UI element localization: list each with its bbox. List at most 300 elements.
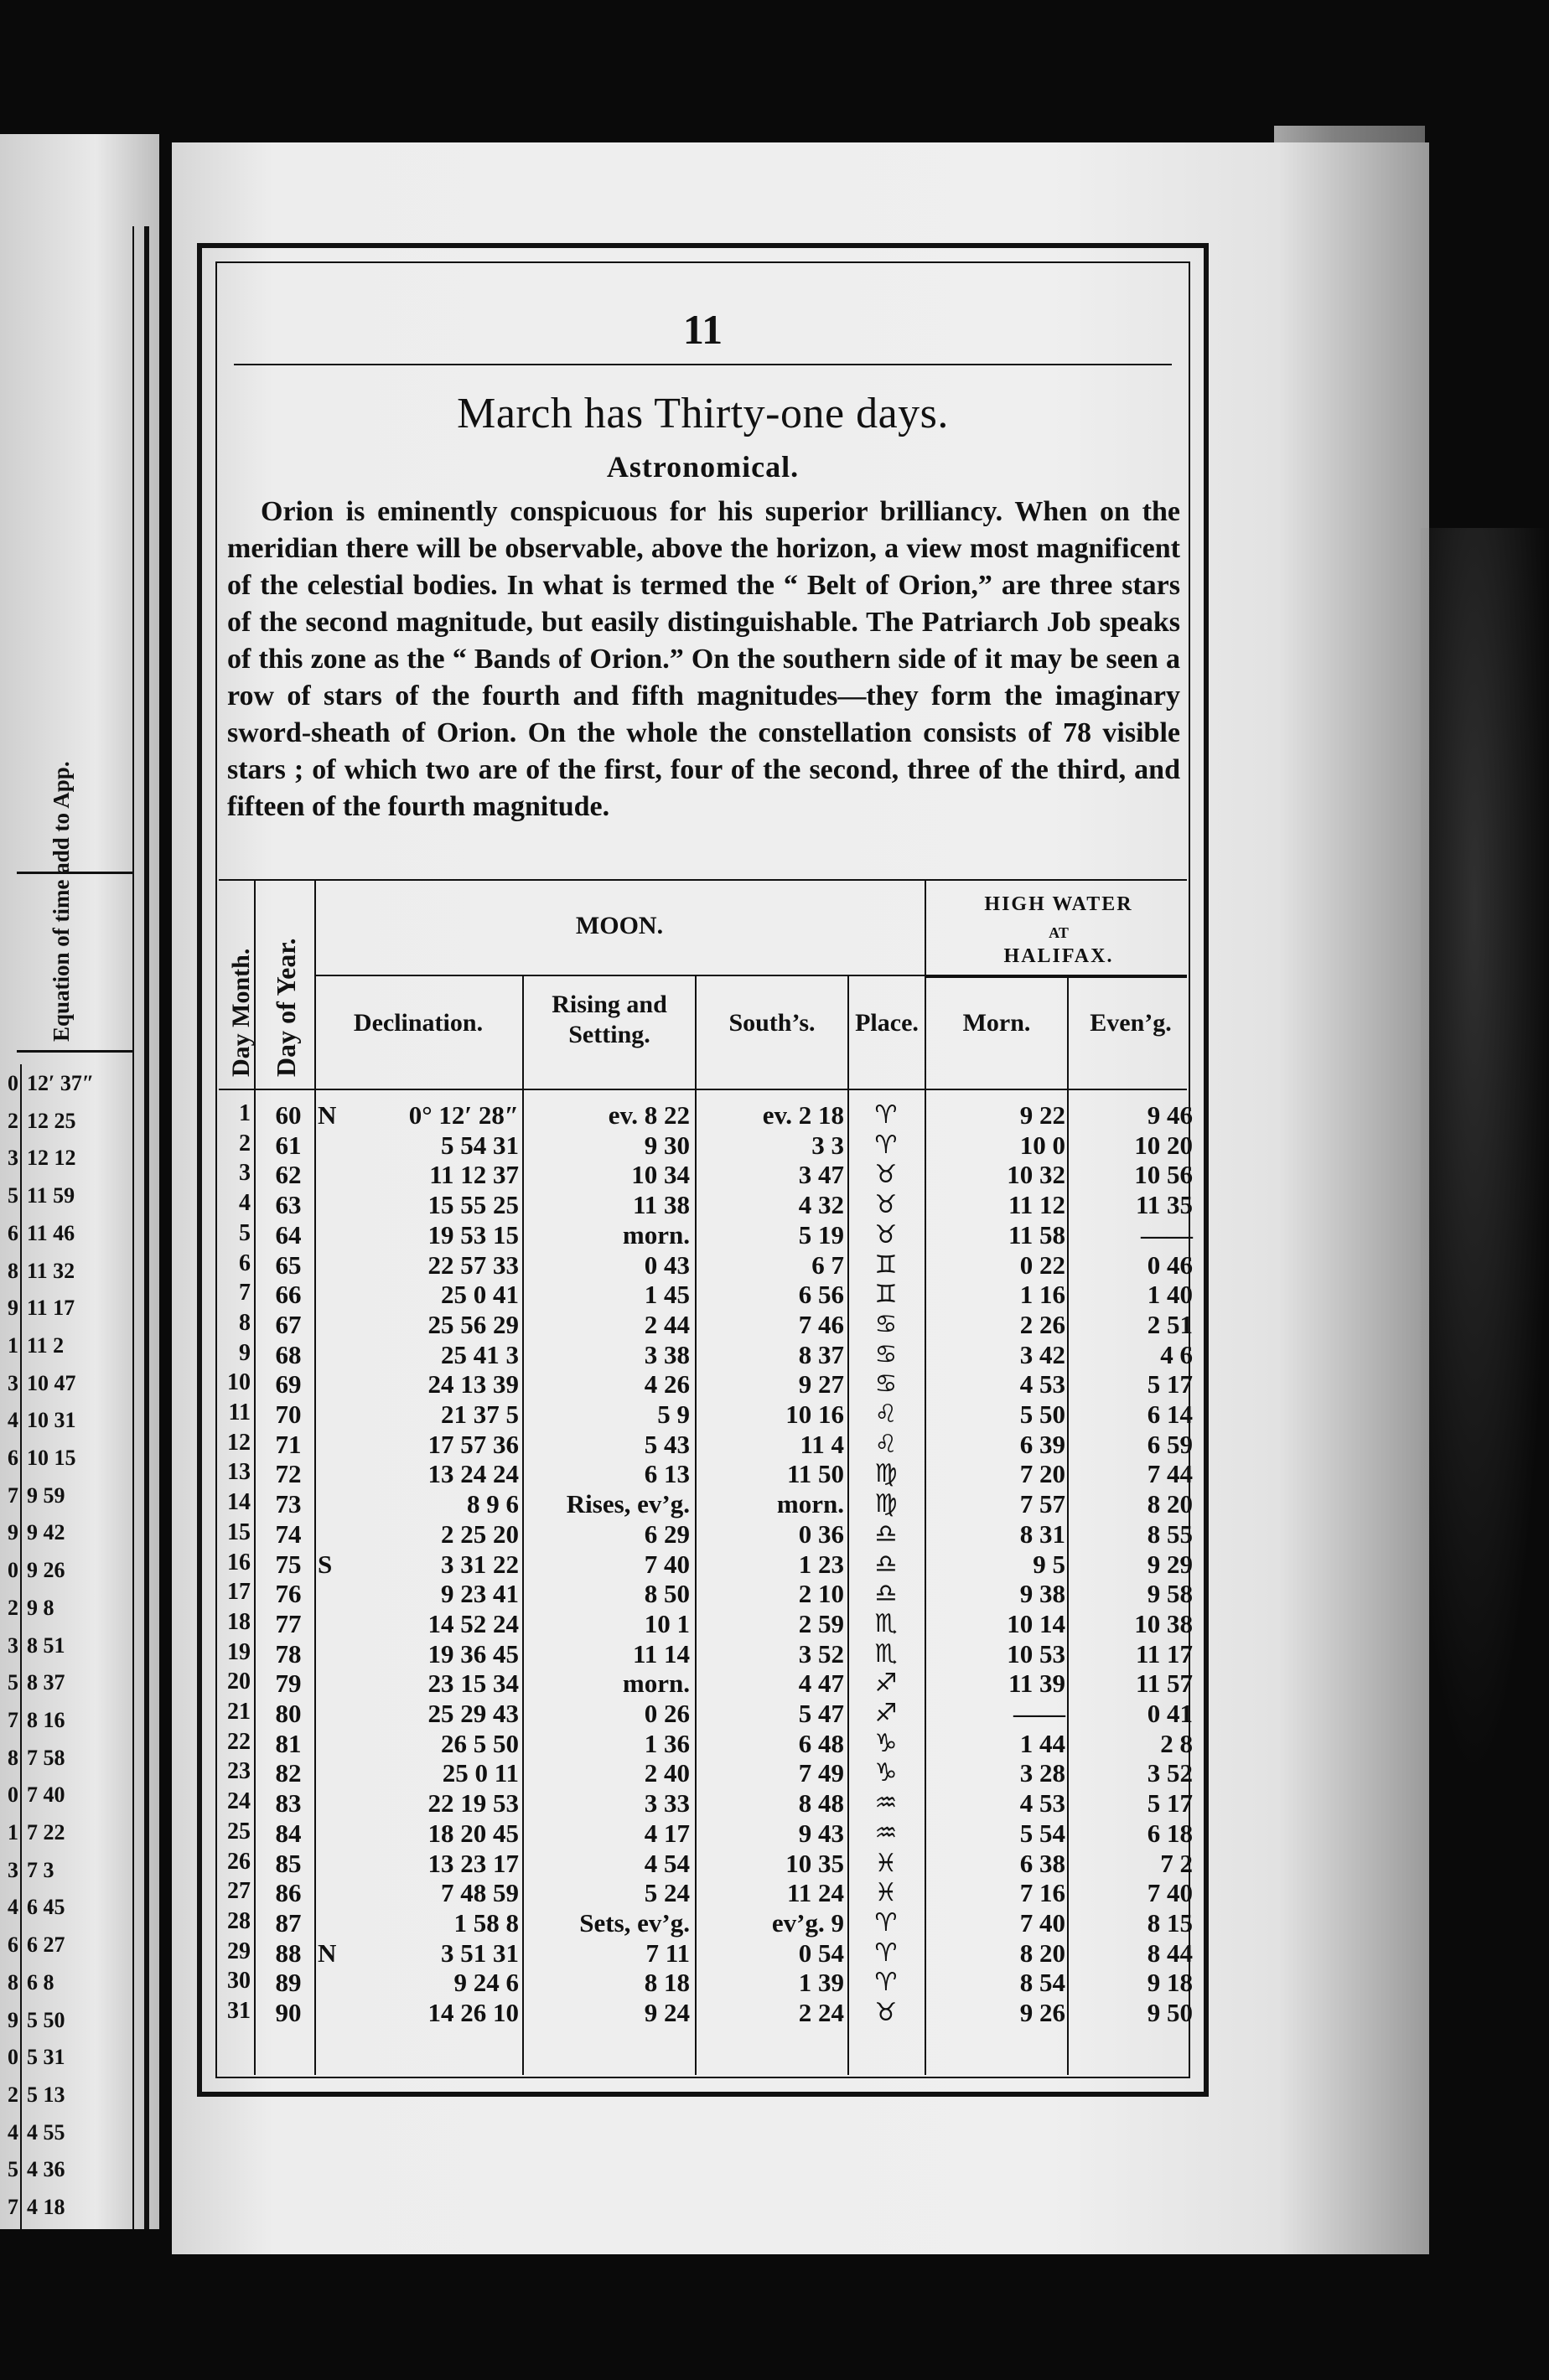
- left-page-row: [0, 1408, 127, 1434]
- table-row: [219, 1429, 1193, 1460]
- left-row-index: 0: [8, 1558, 18, 1583]
- souths-value: 11 4: [800, 1429, 844, 1459]
- declination-value: 19 36 45: [427, 1638, 519, 1669]
- equation-of-time-value: 7 58: [27, 1745, 65, 1770]
- paper-stain: [1421, 528, 1549, 1785]
- moon-place-sign: ♓: [874, 1848, 898, 1878]
- equation-of-time-value: 4 55: [27, 2119, 65, 2145]
- high-water-evening: 9 18: [1147, 1968, 1193, 1998]
- day-of-year: 80: [275, 1699, 302, 1728]
- moon-place-sign: ♉: [874, 1160, 898, 1190]
- rising-setting-value: 9 30: [644, 1130, 690, 1160]
- declination-value: 9 23 41: [441, 1579, 519, 1609]
- day-of-month: 3: [239, 1160, 251, 1187]
- high-water-morning: 5 50: [1019, 1400, 1065, 1429]
- moon-place-sign: ♊: [874, 1250, 898, 1280]
- table-row: [219, 1848, 1193, 1879]
- rising-setting-value: 2 44: [644, 1309, 690, 1339]
- left-page-row: [0, 2195, 127, 2221]
- day-of-month: 18: [227, 1608, 251, 1635]
- high-water-evening: 6 59: [1147, 1429, 1193, 1459]
- high-water-morning: 3 42: [1019, 1339, 1065, 1369]
- left-page-border: [144, 226, 149, 2229]
- moon-table: [219, 879, 1193, 2075]
- equation-of-time-value: 11 46: [27, 1220, 75, 1245]
- high-water-morning: 7 20: [1019, 1459, 1065, 1489]
- page-number: 11: [682, 306, 723, 353]
- left-row-index: 2: [8, 1595, 18, 1620]
- declination-value: 17 57 36: [427, 1429, 519, 1459]
- souths-value: 5 47: [798, 1699, 844, 1728]
- high-water-evening: 5 17: [1147, 1788, 1193, 1819]
- high-water-morning: 9 22: [1019, 1100, 1065, 1130]
- high-water-evening: 10 56: [1134, 1160, 1193, 1190]
- declination-value: 13 24 24: [427, 1459, 519, 1489]
- day-of-year: 71: [275, 1429, 302, 1459]
- moon-place-sign: ♎: [874, 1519, 898, 1549]
- table-row: [219, 1818, 1193, 1849]
- high-water-evening: 11 17: [1135, 1638, 1193, 1669]
- rising-setting-value: 5 24: [644, 1878, 690, 1908]
- souths-value: 11 24: [786, 1878, 844, 1908]
- table-row: [219, 1788, 1193, 1819]
- day-of-year: 74: [275, 1519, 302, 1549]
- rising-setting-value: 7 11: [645, 1938, 690, 1968]
- equation-of-time-value: 5 50: [27, 2007, 65, 2032]
- day-of-month: 27: [227, 1878, 251, 1905]
- equation-of-time-value: 8 51: [27, 1632, 65, 1658]
- souths-value: 9 27: [798, 1369, 844, 1400]
- day-of-month: 19: [227, 1638, 251, 1665]
- day-of-month: 20: [227, 1669, 251, 1695]
- left-page-row: [0, 1071, 127, 1097]
- astronomical-paragraph: [227, 494, 1180, 825]
- souths-value: 3 3: [811, 1130, 844, 1160]
- high-water-evening: 9 58: [1147, 1579, 1193, 1609]
- table-row: [219, 1459, 1193, 1489]
- left-row-index: 2: [8, 1108, 18, 1133]
- moon-place-sign: ♉: [874, 1219, 898, 1250]
- rising-setting-value: 11 14: [632, 1638, 690, 1669]
- moon-place-sign: ♈: [874, 1907, 898, 1938]
- day-of-month: 12: [227, 1429, 251, 1456]
- rising-setting-value: 0 43: [644, 1250, 690, 1280]
- day-of-month: 16: [227, 1549, 251, 1575]
- table-row: [219, 1579, 1193, 1609]
- declination-value: 14 52 24: [427, 1608, 519, 1638]
- day-of-month: 24: [227, 1788, 251, 1815]
- declination-value: 14 26 10: [427, 1998, 519, 2027]
- page-frame: [197, 243, 1209, 2097]
- left-page-row: [0, 1371, 127, 1397]
- high-water-morning: 3 28: [1019, 1758, 1065, 1788]
- high-water-evening: 4 6: [1160, 1339, 1193, 1369]
- moon-place-sign: ♑: [874, 1728, 898, 1758]
- table-row: [219, 1998, 1193, 2028]
- moon-place-sign: ♐: [874, 1669, 898, 1699]
- left-row-index: 6: [8, 1220, 18, 1245]
- moon-place-sign: ♋: [874, 1309, 898, 1339]
- equation-of-time-value: 9 8: [27, 1595, 54, 1620]
- left-row-index: 7: [8, 2195, 18, 2219]
- day-of-year: 77: [275, 1608, 302, 1638]
- left-page-row: [0, 1858, 127, 1884]
- table-row: [219, 1400, 1193, 1430]
- high-water-evening: 10 38: [1134, 1608, 1193, 1638]
- day-of-year: 73: [275, 1489, 302, 1519]
- left-row-index: 3: [8, 1632, 18, 1658]
- declination-value: 22 19 53: [427, 1788, 519, 1819]
- souths-value: 2 10: [798, 1579, 844, 1609]
- table-row: [219, 1130, 1193, 1161]
- rising-setting-value: 2 40: [644, 1758, 690, 1788]
- rising-setting-value: 1 36: [644, 1728, 690, 1758]
- left-row-index: 5: [8, 1183, 18, 1208]
- declination-value: 2 25 20: [441, 1519, 519, 1549]
- rising-setting-value: 4 26: [644, 1369, 690, 1400]
- moon-place-sign: ♏: [874, 1638, 898, 1669]
- morn-header: Morn.: [962, 1009, 1031, 1037]
- table-row: [219, 1699, 1193, 1729]
- equation-of-time-value: 11 17: [27, 1296, 75, 1321]
- left-page-row: [0, 1633, 127, 1659]
- moon-place-sign: ♋: [874, 1369, 898, 1400]
- souths-value: 1 23: [798, 1549, 844, 1579]
- left-page-row: [0, 1820, 127, 1846]
- equation-of-time-value: 8 37: [27, 1670, 65, 1695]
- day-of-month: 21: [227, 1699, 251, 1725]
- day-of-year: 75: [275, 1549, 302, 1579]
- high-water-evening: 1 40: [1147, 1280, 1193, 1310]
- left-page-row: [0, 1296, 127, 1322]
- day-of-year: 61: [275, 1130, 302, 1160]
- declination-header: Declination.: [353, 1009, 484, 1037]
- moon-place-sign: ♑: [874, 1758, 898, 1788]
- declination-value: 1 58 8: [453, 1907, 519, 1938]
- high-water-evening: 8 20: [1147, 1489, 1193, 1519]
- left-page-row: [0, 1109, 127, 1135]
- high-water-morning: 10 32: [1007, 1160, 1065, 1190]
- table-row: [219, 1549, 1193, 1580]
- day-of-month: 6: [239, 1250, 251, 1276]
- souths-value: 4 32: [798, 1190, 844, 1220]
- souths-value: 3 52: [798, 1638, 844, 1669]
- left-row-index: 3: [8, 1146, 18, 1171]
- header-bottom-rule: [219, 1089, 1187, 1090]
- day-of-year: 86: [275, 1878, 302, 1908]
- equation-of-time-value: 11 2: [27, 1332, 65, 1358]
- left-row-index: 4: [8, 1408, 18, 1433]
- moon-place-sign: ♊: [874, 1280, 898, 1310]
- left-row-index: 0: [8, 1071, 18, 1095]
- equation-of-time-value: 6 45: [27, 1895, 65, 1920]
- day-of-month: 17: [227, 1579, 251, 1606]
- high-water-morning: 10 14: [1007, 1608, 1065, 1638]
- moon-place-sign: ♈: [874, 1100, 898, 1130]
- moon-place-sign: ♉: [874, 1190, 898, 1220]
- moon-place-sign: ♍: [874, 1489, 898, 1519]
- left-page-row: [0, 1970, 127, 1996]
- high-water-evening: 8 55: [1147, 1519, 1193, 1549]
- souths-value: 10 35: [785, 1848, 844, 1878]
- equation-of-time-value: 10 31: [27, 1408, 76, 1433]
- moon-place-sign: ♓: [874, 1878, 898, 1908]
- high-water-evening: 10 20: [1134, 1130, 1193, 1160]
- high-water-morning: 6 39: [1019, 1429, 1065, 1459]
- declination-value: 25 0 11: [442, 1758, 519, 1788]
- day-of-month: 10: [227, 1369, 251, 1396]
- souths-value: 10 16: [785, 1400, 844, 1429]
- high-water-morning: 11 39: [1008, 1669, 1065, 1699]
- moon-place-sign: ♈: [874, 1968, 898, 1998]
- rising-setting-value: 0 26: [644, 1699, 690, 1728]
- left-page-row: [0, 2120, 127, 2146]
- day-of-month: 25: [227, 1818, 251, 1844]
- left-page-row: [0, 1782, 127, 1808]
- high-water-evening: 0 41: [1147, 1699, 1193, 1728]
- declination-value: 24 13 39: [427, 1369, 519, 1400]
- moon-header: MOON.: [575, 912, 664, 939]
- high-water-morning: 8 20: [1019, 1938, 1065, 1968]
- declination-value: 5 54 31: [441, 1130, 519, 1160]
- day-of-month: 13: [227, 1459, 251, 1486]
- rising-setting-value: 9 24: [644, 1998, 690, 2027]
- declination-value: 25 0 41: [441, 1280, 519, 1310]
- souths-value: ev’g. 9: [771, 1907, 844, 1938]
- day-of-year: 68: [275, 1339, 302, 1369]
- declination-value: 25 41 3: [441, 1339, 519, 1369]
- high-water-at: AT: [1049, 924, 1069, 941]
- day-of-month: 28: [227, 1907, 251, 1934]
- table-row: [219, 1160, 1193, 1190]
- day-of-month: 31: [227, 1998, 251, 2024]
- high-water-evening: 11 35: [1135, 1190, 1193, 1220]
- high-water-morning: 7 40: [1019, 1907, 1065, 1938]
- day-of-year: 87: [275, 1907, 302, 1938]
- day-of-month: 2: [239, 1130, 251, 1156]
- paragraph-text: Orion is eminently conspicuous for his superior brilliancy. When on the meridian there will be observable, above the horizon, a view most magnificent of the celestial bodies. In what is termed the “ Belt of Orion,” are three stars of the second magnitude, but easily distinguishable. The Patriarch Job speaks of this zone as the “ Bands of Orion.” On the southern side of it may be seen a row of stars of the fourth and fifth magnitudes—they form the imaginary sword-sheath of Orion. On the whole the constellation consists of 78 visible stars ; of which two are of the first, four of the second, three of the third, and fifteen of the fourth magnitude.: [227, 496, 1180, 822]
- high-water-evening: 5 17: [1147, 1369, 1193, 1400]
- declination-value: 3 51 31: [441, 1938, 519, 1968]
- declination-value: 15 55 25: [427, 1190, 519, 1220]
- left-page-row: [0, 2045, 127, 2071]
- table-row: [219, 1638, 1193, 1669]
- left-row-index: 0: [8, 1782, 18, 1808]
- day-of-year: 83: [275, 1788, 302, 1819]
- souths-value: morn.: [776, 1489, 844, 1519]
- left-row-index: 0: [8, 2045, 18, 2070]
- day-year-header: Day of Year.: [271, 938, 301, 1077]
- table-row: [219, 1519, 1193, 1550]
- souths-value: 9 43: [798, 1818, 844, 1848]
- high-water-morning: 11 12: [1008, 1190, 1065, 1220]
- left-row-index: 2: [8, 2082, 18, 2107]
- souths-header: South’s.: [728, 1009, 816, 1037]
- equation-of-time-value: 9 59: [27, 1482, 65, 1508]
- high-water-morning: 7 57: [1019, 1489, 1065, 1519]
- high-water-evening: 2 8: [1160, 1728, 1193, 1758]
- left-page-row: [0, 1670, 127, 1696]
- high-water-morning: 8 31: [1019, 1519, 1065, 1549]
- left-row-index: 5: [8, 2157, 18, 2182]
- souths-value: 0 36: [798, 1519, 844, 1549]
- high-water-morning: 9 26: [1019, 1998, 1065, 2027]
- rising-setting-value: 8 18: [644, 1968, 690, 1998]
- table-row: [219, 1100, 1193, 1130]
- high-water-evening: 9 46: [1147, 1100, 1193, 1130]
- rising-setting-value: 7 40: [644, 1549, 690, 1579]
- declination-direction: S: [318, 1549, 333, 1579]
- high-water-morning: 1 44: [1019, 1728, 1065, 1758]
- equation-of-time-value: 7 22: [27, 1820, 65, 1844]
- day-of-month: 23: [227, 1758, 251, 1785]
- souths-value: ev. 2 18: [762, 1100, 844, 1130]
- equation-of-time-value: 12 25: [27, 1108, 76, 1133]
- declination-value: 19 53 15: [427, 1219, 519, 1250]
- halifax-header: HALIFAX.: [1003, 945, 1114, 967]
- declination-value: 22 57 33: [427, 1250, 519, 1280]
- day-of-month: 8: [239, 1309, 251, 1336]
- moon-place-sign: ♐: [874, 1699, 898, 1728]
- moon-place-sign: ♌: [874, 1429, 898, 1459]
- day-of-month: 29: [227, 1938, 251, 1964]
- equation-of-time-value: 7 3: [27, 1857, 54, 1882]
- day-of-year: 88: [275, 1938, 302, 1968]
- rising-setting-value: 1 45: [644, 1280, 690, 1310]
- left-page-row: [0, 1596, 127, 1622]
- day-of-year: 85: [275, 1848, 302, 1878]
- left-row-index: 9: [8, 2007, 18, 2032]
- declination-value: 18 20 45: [427, 1818, 519, 1848]
- day-of-year: 65: [275, 1250, 302, 1280]
- day-of-month: 1: [239, 1100, 251, 1126]
- left-page-row: [0, 1259, 127, 1285]
- left-page-fragment: [0, 134, 159, 2229]
- place-header: Place.: [855, 1009, 919, 1037]
- high-water-evening: 11 57: [1135, 1669, 1193, 1699]
- high-water-morning: 2 26: [1019, 1309, 1065, 1339]
- left-page-row: [0, 1333, 127, 1359]
- table-row: [219, 1339, 1193, 1370]
- day-of-year: 79: [275, 1669, 302, 1699]
- equation-of-time-value: 4 36: [27, 2157, 65, 2182]
- left-row-index: 7: [8, 1707, 18, 1732]
- day-of-month: 22: [227, 1728, 251, 1755]
- table-row: [219, 1608, 1193, 1639]
- left-page-row: [0, 2082, 127, 2108]
- left-page-row: [0, 1558, 127, 1584]
- declination-value: 11 12 37: [429, 1160, 519, 1190]
- day-of-year: 76: [275, 1579, 302, 1609]
- left-row-index: 3: [8, 1370, 18, 1395]
- high-water-evening: 9 50: [1147, 1998, 1193, 2027]
- day-of-month: 9: [239, 1339, 251, 1366]
- table-row: [219, 1728, 1193, 1759]
- day-of-year: 63: [275, 1190, 302, 1220]
- declination-value: 9 24 6: [453, 1968, 519, 1998]
- day-month-header: Day Month.: [227, 948, 255, 1077]
- high-water-morning: ——: [1013, 1699, 1065, 1728]
- left-row-index: 6: [8, 1932, 18, 1958]
- header-rule: [234, 364, 1172, 365]
- souths-value: 6 48: [798, 1728, 844, 1758]
- equation-of-time-value: 11 32: [27, 1258, 75, 1283]
- left-page-row: [0, 1932, 127, 1958]
- evening-header: Even’g.: [1090, 1009, 1172, 1037]
- high-water-morning: 7 16: [1019, 1878, 1065, 1908]
- almanac-page: [172, 142, 1429, 2254]
- moon-place-sign: ♍: [874, 1459, 898, 1489]
- declination-value: 21 37 5: [441, 1400, 519, 1429]
- left-row-index: 8: [8, 1258, 18, 1283]
- day-of-year: 64: [275, 1219, 302, 1250]
- souths-value: 11 50: [786, 1459, 844, 1489]
- day-of-month: 4: [239, 1190, 251, 1217]
- rising-setting-value: 3 38: [644, 1339, 690, 1369]
- day-of-month: 5: [239, 1219, 251, 1246]
- table-row: [219, 1369, 1193, 1400]
- equation-of-time-value: 5 13: [27, 2082, 65, 2107]
- day-of-year: 66: [275, 1280, 302, 1310]
- table-row: [219, 1938, 1193, 1969]
- high-water-morning: 6 38: [1019, 1848, 1065, 1878]
- equation-of-time-value: 10 15: [27, 1446, 76, 1470]
- souths-value: 8 48: [798, 1788, 844, 1819]
- high-water-morning: 0 22: [1019, 1250, 1065, 1280]
- rising-setting-value: 10 34: [631, 1160, 690, 1190]
- day-of-month: 14: [227, 1489, 251, 1516]
- day-of-year: 67: [275, 1309, 302, 1339]
- declination-value: 25 29 43: [427, 1699, 519, 1728]
- high-water-morning: 1 16: [1019, 1280, 1065, 1310]
- left-page-row: [0, 1746, 127, 1772]
- high-water-evening: 8 44: [1147, 1938, 1193, 1968]
- header-divider: [925, 976, 1187, 978]
- day-of-year: 60: [275, 1100, 302, 1130]
- left-page-row: [0, 1708, 127, 1734]
- high-water-morning: 4 53: [1019, 1788, 1065, 1819]
- left-row-index: 3: [8, 1857, 18, 1882]
- equation-of-time-value: 10 47: [27, 1370, 76, 1395]
- left-row-index: 1: [8, 1332, 18, 1358]
- souths-value: 7 46: [798, 1309, 844, 1339]
- left-row-index: 4: [8, 2119, 18, 2145]
- table-row: [219, 1309, 1193, 1340]
- day-of-year: 84: [275, 1818, 302, 1848]
- day-of-year: 69: [275, 1369, 302, 1400]
- high-water-morning: 4 53: [1019, 1369, 1065, 1400]
- high-water-evening: 2 51: [1147, 1309, 1193, 1339]
- moon-place-sign: ♎: [874, 1549, 898, 1579]
- left-page-row: [0, 2008, 127, 2034]
- left-row-index: 8: [8, 1969, 18, 1995]
- table-row: [219, 1758, 1193, 1788]
- left-page-row: [0, 1183, 127, 1209]
- left-row-index: 8: [8, 1745, 18, 1770]
- high-water-evening: 3 52: [1147, 1758, 1193, 1788]
- rising-setting-value: 4 17: [644, 1818, 690, 1848]
- table-row: [219, 1190, 1193, 1220]
- moon-place-sign: ♒: [874, 1788, 898, 1819]
- declination-direction: N: [318, 1100, 337, 1130]
- high-water-evening: 9 29: [1147, 1549, 1193, 1579]
- day-of-year: 70: [275, 1400, 302, 1429]
- high-water-evening: 0 46: [1147, 1250, 1193, 1280]
- day-of-month: 30: [227, 1968, 251, 1995]
- high-water-morning: 5 54: [1019, 1818, 1065, 1848]
- left-page-header: [17, 761, 134, 1053]
- souths-value: 2 59: [798, 1608, 844, 1638]
